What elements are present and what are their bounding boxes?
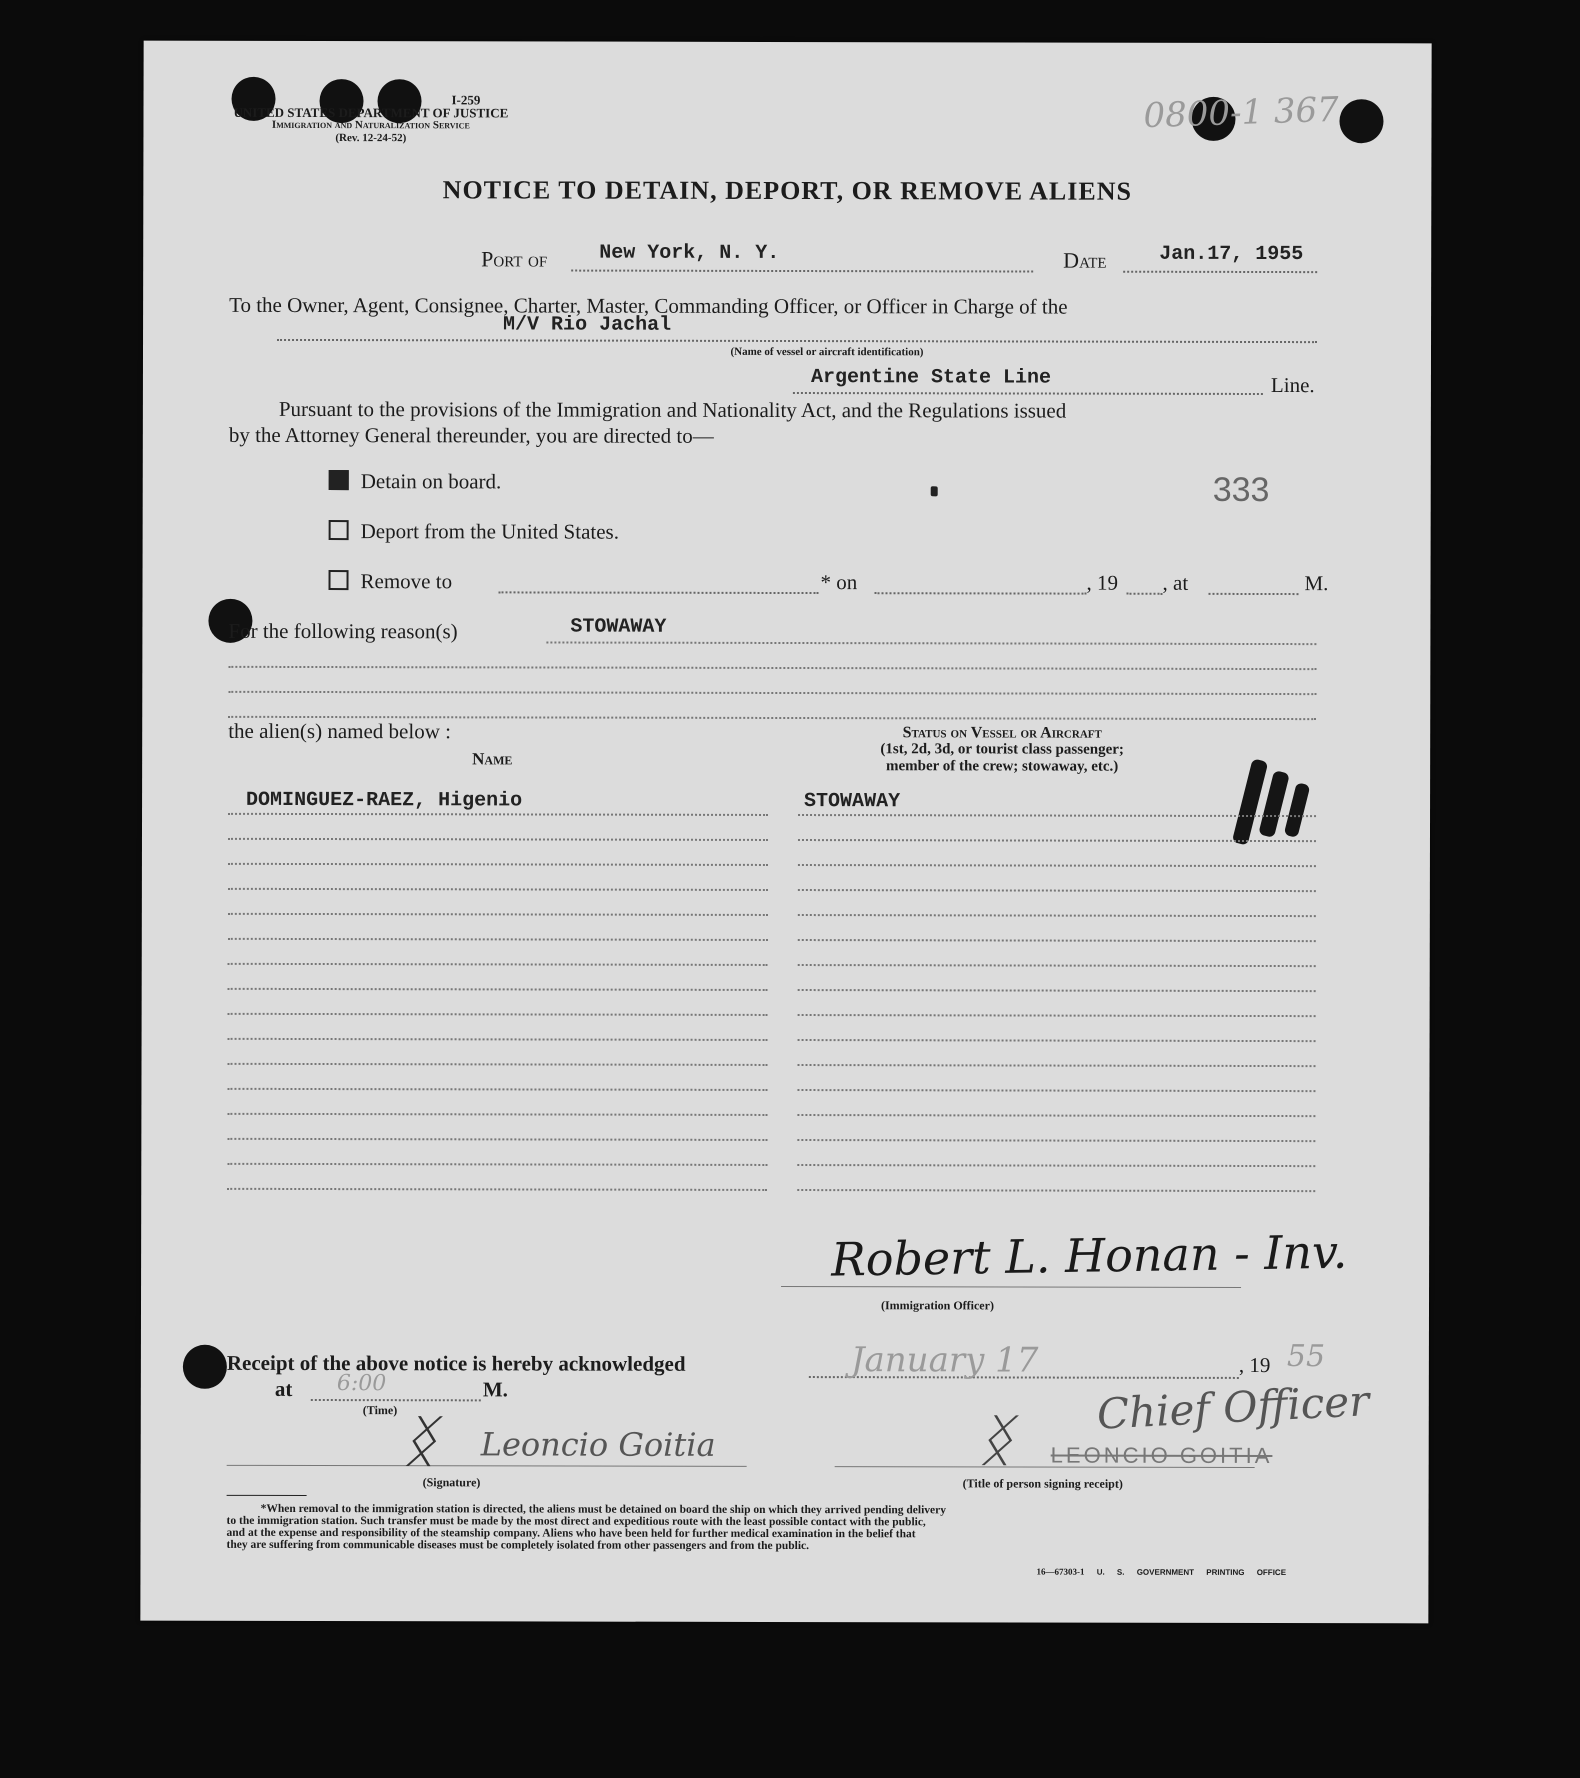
line-company-line [793,392,1263,395]
table-row-line [228,1063,768,1066]
footnote-line-4: they are suffering from communicable diseases must be completely isolated from other passengers and from the public. [226,1538,810,1553]
status-header-title: Status on Vessel or Aircraft [902,724,1102,742]
remove-label: Remove to [360,569,453,594]
vessel-line [277,339,1317,343]
deport-label: Deport from the United States. [360,519,620,544]
remove-year-label: , 19 [1086,570,1119,595]
remove-m-label: M. [1304,571,1329,596]
aliens-intro: the alien(s) named below : [228,718,452,744]
table-row-line [797,1114,1315,1117]
reason-line [228,691,1316,695]
receipt-at-label: at [274,1376,293,1401]
receipt-text: Receipt of the above notice is hereby acknowledged [226,1350,686,1376]
time-caption: (Time) [362,1403,398,1418]
alien-status: STOWAWAY [804,790,901,814]
remove-time-line [1208,593,1298,595]
table-row-line [228,863,768,866]
date-line [1123,271,1317,273]
directive-line-2: by the Attorney General thereunder, you are directed to— [228,422,714,448]
stamp-number: 333 [1212,470,1270,510]
receipt-title-stamp: LEONCIO GOITIA [1050,1442,1273,1469]
table-row-line [798,1014,1316,1017]
table-row-line [228,938,768,941]
table-row-line [798,1064,1316,1067]
alien-name: DOMINGUEZ-RAEZ, Higenio [246,788,523,813]
line-label: Line. [1270,373,1315,398]
receipt-signature-line [227,1465,747,1467]
remove-date-line [874,592,1086,594]
punch-hole [183,1345,227,1389]
status-column-header [762,724,1242,776]
table-row-line [228,838,768,841]
receipt-title-handwritten: Chief Officer [1095,1376,1371,1439]
detain-checkbox[interactable] [329,470,349,490]
footnote-line-3: and at the expense and responsibility of the steamship company. Aliens who have been held for further medical examination in the belief that [226,1526,916,1541]
table-row-line [228,888,768,891]
table-row-line [227,1188,767,1191]
remove-checkbox[interactable] [329,570,349,590]
detain-label: Detain on board. [360,469,502,494]
punch-hole [1339,99,1383,143]
printer-office: U. S. GOVERNMENT PRINTING OFFICE [1096,1567,1287,1578]
service-name: Immigration and Naturalization Service [271,118,470,132]
name-column-header: Name [472,749,513,769]
reason-line [546,641,1316,645]
table-row-line [798,989,1316,992]
table-row-line [228,813,768,816]
remove-year-line [1126,593,1162,595]
table-row-line [227,1113,767,1116]
table-row-line [228,963,768,966]
receipt-date: January 17 [850,1340,1039,1381]
signature-caption: (Signature) [422,1475,481,1490]
reason-line [228,666,1316,670]
printer-line [1036,1567,1286,1578]
remove-destination-line [498,591,818,594]
footnote-rule [227,1495,307,1496]
table-row-line [798,889,1316,892]
table-row-line [798,964,1316,967]
table-row-line [798,864,1316,867]
receipt-year-prefix: , 19 [1238,1352,1271,1378]
table-row-line [228,988,768,991]
footnote [226,1503,1316,1553]
port-value: New York, N. Y. [599,241,780,265]
table-row-line [798,939,1316,942]
directive-line-1: Pursuant to the provisions of the Immigration and Nationality Act, and the Regulations issued [278,396,1067,423]
footnote-line-1: *When removal to the immigration station is directed, the aliens must be detained on board the ship on which they arrived pending delivery [260,1502,947,1517]
vessel-name: M/V Rio Jachal [503,313,672,337]
option-deport [329,519,619,545]
port-label: Port of [481,246,548,272]
officer-caption: (Immigration Officer) [880,1298,994,1313]
name-column-lines [144,41,1432,44]
receipt-year: 55 [1286,1339,1326,1375]
agency-header [233,93,508,146]
remove-on-label: * on [820,570,858,595]
file-number: 0800-1 367 [1142,89,1340,137]
table-row-line [228,1038,768,1041]
date-value: Jan.17, 1955 [1159,242,1304,267]
table-row-line [227,1138,767,1141]
receipt-signature: Leoncio Goitia [480,1425,716,1464]
table-row-line [227,1163,767,1166]
status-header-sub-2: member of the crew; stowaway, etc.) [885,758,1119,775]
table-row-line [228,913,768,916]
receipt-m-label: M. [482,1377,508,1402]
receipt-signature-flourish: ᛝ [402,1409,437,1475]
status-header-sub-1: (1st, 2d, 3d, or tourist class passenger; [880,741,1124,758]
remove-at-label: , at [1162,570,1189,595]
table-row-line [798,1039,1316,1042]
table-row-line [797,1089,1315,1092]
reason-label: For the following reason(s) [228,618,458,644]
status-column-lines [144,41,1432,44]
option-detain [329,469,502,494]
addressee-text: To the Owner, Agent, Consignee, Charter, Master, Commanding Officer, or Officer in Charge of the [229,292,1068,319]
ink-spot [931,486,938,496]
table-row-line [798,839,1316,842]
ink-mark [1284,782,1311,838]
table-row-line [798,814,1316,817]
date-label: Date [1063,247,1107,273]
vessel-caption: (Name of vessel or aircraft identification) [730,345,924,359]
table-row-line [227,1088,767,1091]
form-title: NOTICE TO DETAIN, DEPORT, OR REMOVE ALIENS [442,175,1133,206]
table-row-line [228,1013,768,1016]
title-caption: (Title of person signing receipt) [962,1476,1123,1491]
department-name: UNITED STATES DEPARTMENT OF JUSTICE [233,104,509,121]
printer-code: 16—67303-1 [1036,1566,1085,1577]
footnote-line-2: to the immigration station. Such transfer must be made by the most direct and expeditious route with the least possible contact with the public, [226,1514,926,1529]
table-row-line [798,914,1316,917]
table-row-line [797,1189,1315,1192]
receipt-time-line [311,1399,481,1401]
deport-checkbox[interactable] [329,520,349,540]
officer-signature: Robert L. Honan - Inv. [830,1224,1348,1287]
option-remove [328,569,452,594]
form-sheet [140,41,1431,1624]
port-line [571,270,1033,273]
table-row-line [797,1139,1315,1142]
reason-value: STOWAWAY [570,615,667,639]
line-company: Argentine State Line [810,366,1052,390]
receipt-title-flourish: ᛝ [978,1408,1013,1474]
table-row-line [797,1164,1315,1167]
receipt-time: 6:00 [336,1371,387,1397]
form-number: I-259 [451,92,481,108]
form-revision: (Rev. 12-24-52) [335,132,407,145]
